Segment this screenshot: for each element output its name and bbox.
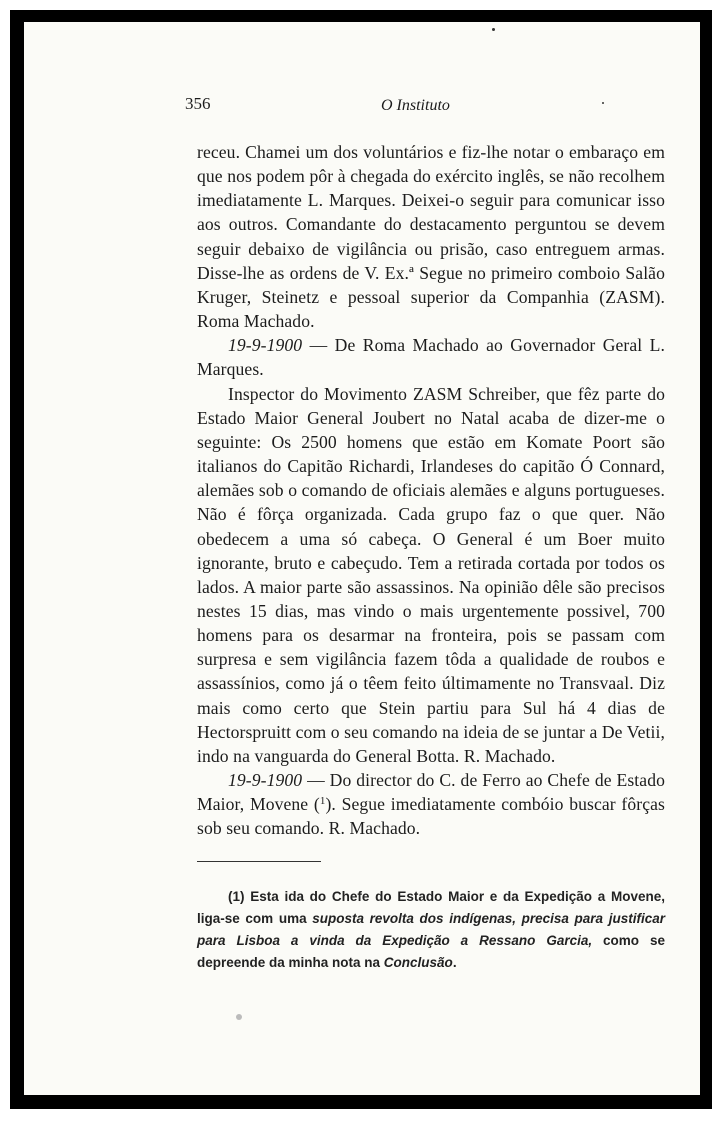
footnote-italic-text: Conclusão xyxy=(383,955,453,970)
paragraph-text: — Do director do C. de Ferro ao Chefe de Estado Maior, Movene ( xyxy=(197,770,665,815)
running-title: O Instituto xyxy=(381,97,450,114)
footnote-reference: 1 xyxy=(319,795,326,808)
paragraph-text: — De Roma Machado ao Governador Geral L. Marques. xyxy=(197,335,665,380)
telegram-date: 19-9-1900 xyxy=(228,335,303,356)
footnote xyxy=(197,886,665,974)
paragraph-text: ). Segue imediatamente combóio buscar fôrças sob seu comando. R. Machado. xyxy=(197,794,665,839)
footnote-italic-text: suposta revolta dos indígenas, precisa para justificar para Lisboa a vinda da Expedição a Ressano Garcia, xyxy=(197,911,665,948)
body-text xyxy=(197,140,665,841)
footnote-marker: (1) xyxy=(228,889,245,904)
paragraph: Inspector do Movimento ZASM Schreiber, que fêz parte do Estado Maior General Joubert no Natal acaba de dizer-me o seguinte: Os 2500 homens que estão em Komate Poort são italianos do Capitão Richardi, Irlandeses do capitão Ó Connard, alemães sob o comando de oficiais alemães e alguns portugueses. Não é fôrça organizada. Cada grupo faz o que quer. Não obedecem a uma só cabeça. O General é um Boer muito ignorante, bruto e cabeçudo. Tem a retirada cortada por todos os lados. A maior parte são assassinos. Na opinião dêle são precisos nestes 15 dias, mas vindo o mais urgentemente possivel, 700 homens para os desarmar na fronteira, pois se passam com surpresa e sem vigilância fazem tôda a qualidade de roubos e assassínios, como já o têem feito últimamente no Transvaal. Diz mais como certo que Stein partiu para Sul há 4 dias de Hectorspruitt com o seu comando na ideia de se juntar a De Vetii, indo na vanguarda do General Botta. R. Machado. xyxy=(197,383,665,766)
footnote-rule xyxy=(197,861,321,862)
paragraph: receu. Chamei um dos voluntários e fiz-lhe notar o embaraço em que nos podem pôr à chegada do exército inglês, se não recolhem imediatamente L. Marques. Deixei-o seguir para comunicar isso aos outros. Comandante do destacamento perguntou se devem seguir debaixo de vigilância ou prisão, caso entreguem armas. Disse-lhe as ordens de V. Ex.ª Segue no primeiro comboio Salão Kruger, Steinetz e pessoal superior da Companhia (ZASM). Roma Machado. xyxy=(197,142,665,332)
paragraph xyxy=(197,768,665,840)
footnote-text: como se depreende da minha nota na xyxy=(197,933,665,970)
scanned-page-frame xyxy=(10,10,712,1109)
page-header xyxy=(185,94,635,118)
footnote-text: . xyxy=(452,955,457,970)
paragraph xyxy=(197,333,665,381)
footnote-paragraph xyxy=(197,886,665,974)
speck-mark xyxy=(492,28,495,31)
speck-mark xyxy=(236,1014,242,1020)
page-number: 356 xyxy=(185,94,211,113)
footnote-text: Esta ida do Chefe do Estado Maior e da Expedição a Movene, liga-se com uma xyxy=(197,889,665,926)
telegram-date: 19-9-1900 xyxy=(228,770,303,791)
